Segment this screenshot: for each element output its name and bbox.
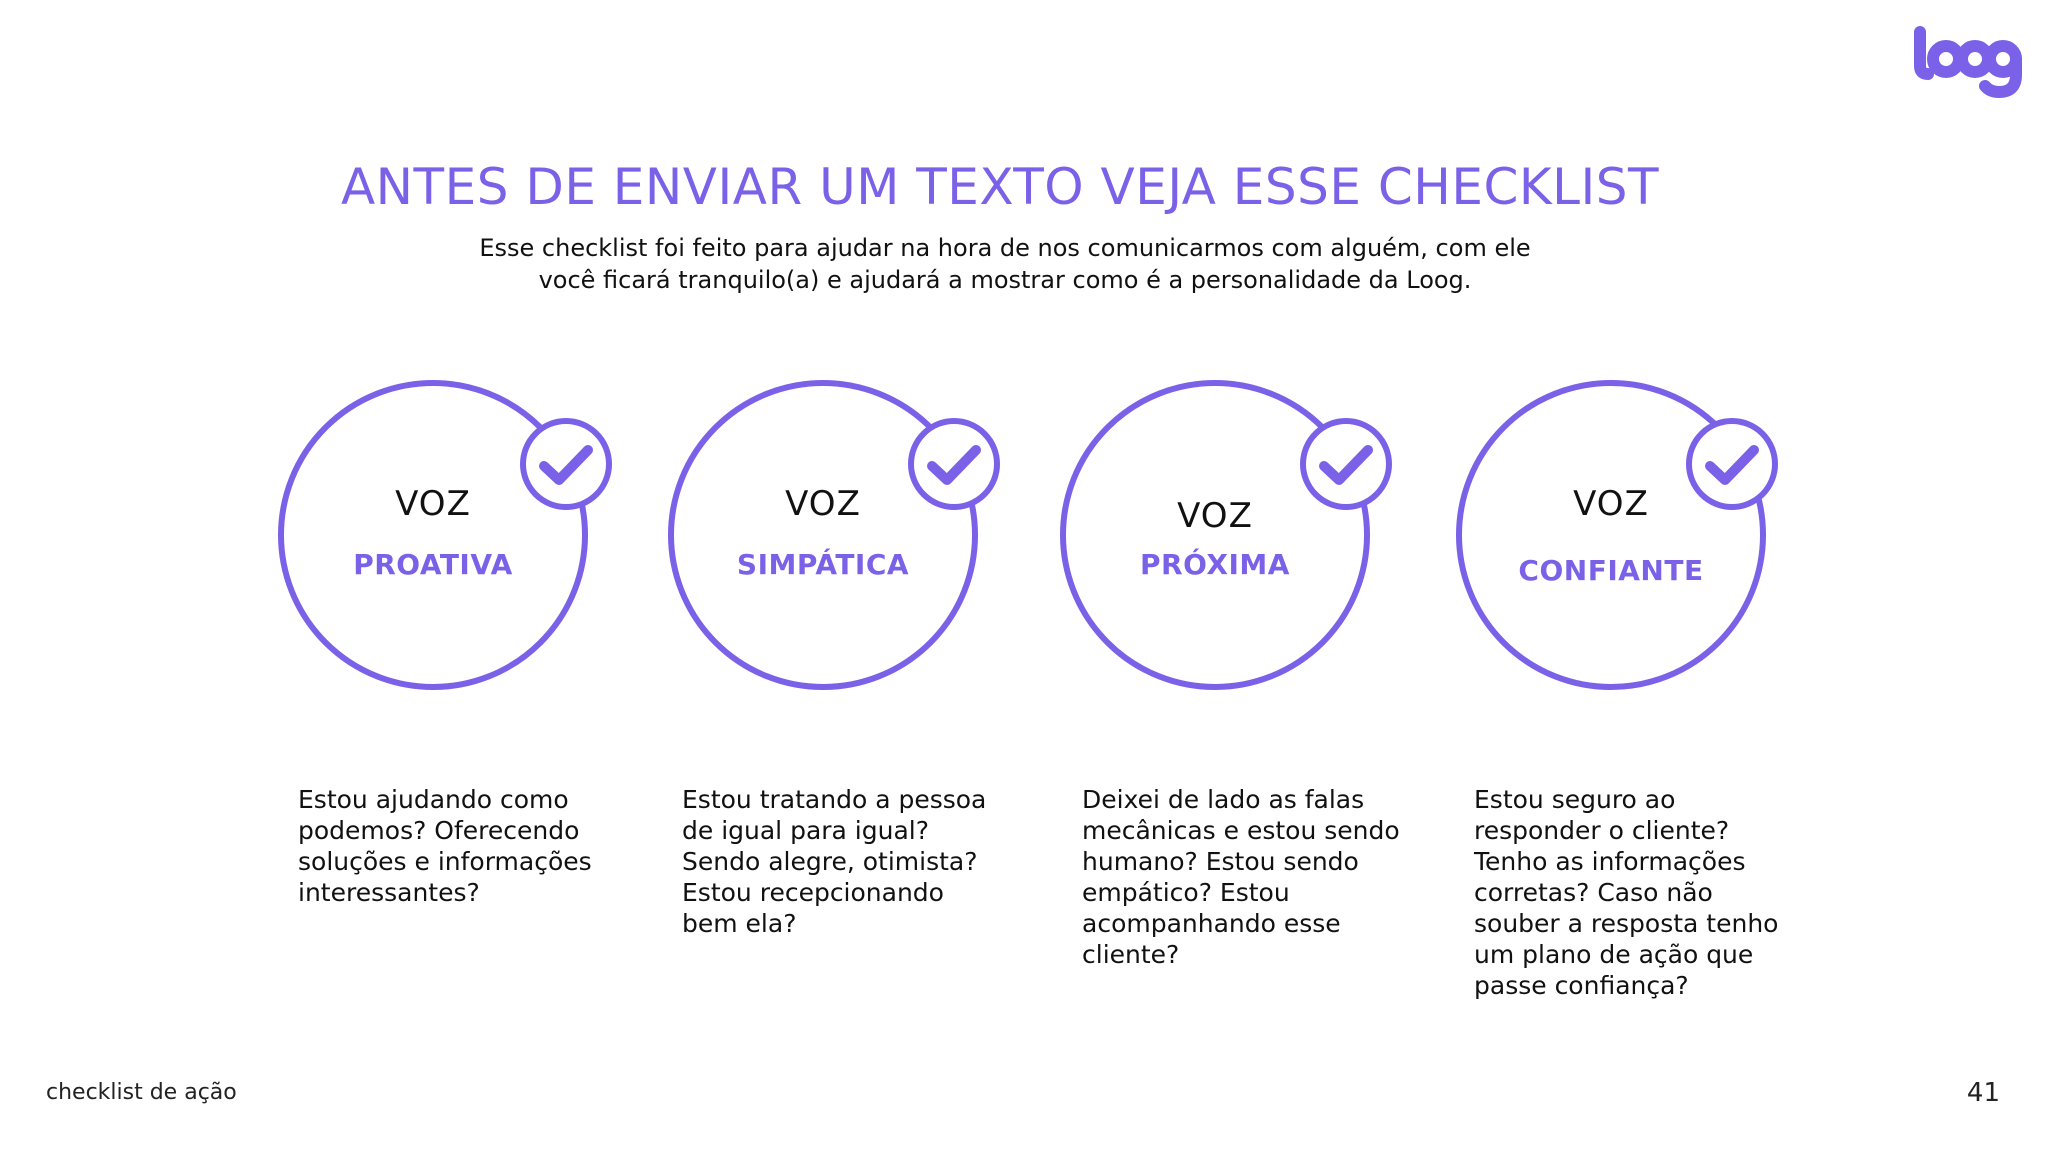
- description-line: Tenho as informações: [1474, 847, 1746, 876]
- description-line: responder o cliente?: [1474, 816, 1730, 845]
- subtitle-line-2: você ficará tranquilo(a) e ajudará a mostrar como é a personalidade da Loog.: [538, 266, 1472, 294]
- page-title: ANTES DE ENVIAR UM TEXTO VEJA ESSE CHECKLIST: [340, 158, 1660, 216]
- card-description-simpatica: [682, 784, 1002, 939]
- description-line: bem ela?: [682, 909, 797, 938]
- card-voz-label: VOZ: [785, 484, 861, 524]
- check-icon: [1317, 442, 1375, 486]
- description-line: um plano de ação que: [1474, 940, 1754, 969]
- description-line: Estou seguro ao: [1474, 785, 1676, 814]
- card-description-proativa: [298, 784, 618, 908]
- description-line: humano? Estou sendo: [1082, 847, 1359, 876]
- description-line: empático? Estou: [1082, 878, 1290, 907]
- card-voz-label: VOZ: [1177, 496, 1253, 536]
- card-description-confiante: [1474, 784, 1794, 1001]
- description-line: Estou tratando a pessoa: [682, 785, 987, 814]
- card-description-proxima: [1082, 784, 1402, 970]
- description-line: Sendo alegre, otimista?: [682, 847, 978, 876]
- description-line: de igual para igual?: [682, 816, 929, 845]
- description-line: acompanhando esse: [1082, 909, 1341, 938]
- description-line: cliente?: [1082, 940, 1180, 969]
- description-line: mecânicas e estou sendo: [1082, 816, 1400, 845]
- description-line: soluções e informações: [298, 847, 592, 876]
- check-icon: [925, 442, 983, 486]
- description-line: Estou ajudando como: [298, 785, 569, 814]
- checklist-card-proativa: [278, 380, 608, 710]
- description-line: souber a resposta tenho: [1474, 909, 1779, 938]
- card-voz-label: VOZ: [395, 484, 471, 524]
- card-trait-label: SIMPÁTICA: [736, 548, 910, 581]
- card-trait-label: PROATIVA: [353, 548, 513, 581]
- card-voz-label: VOZ: [1573, 484, 1649, 524]
- description-line: Deixei de lado as falas: [1082, 785, 1365, 814]
- checklist-card-confiante: [1456, 380, 1786, 710]
- checklist-card-simpatica: [668, 380, 998, 710]
- card-trait-label: CONFIANTE: [1518, 554, 1704, 587]
- card-trait-label: PRÓXIMA: [1140, 548, 1290, 581]
- description-line: corretas? Caso não: [1474, 878, 1713, 907]
- description-line: passe confiança?: [1474, 971, 1689, 1000]
- check-icon: [537, 442, 595, 486]
- page-number: 41: [1966, 1078, 2000, 1108]
- footer-section-label: checklist de ação: [46, 1080, 237, 1105]
- subtitle-line-1: Esse checklist foi feito para ajudar na hora de nos comunicarmos com alguém, com ele: [479, 234, 1531, 262]
- description-line: podemos? Oferecendo: [298, 816, 580, 845]
- description-line: interessantes?: [298, 878, 480, 907]
- description-line: Estou recepcionando: [682, 878, 944, 907]
- check-icon: [1703, 442, 1761, 486]
- checklist-card-proxima: [1060, 380, 1390, 710]
